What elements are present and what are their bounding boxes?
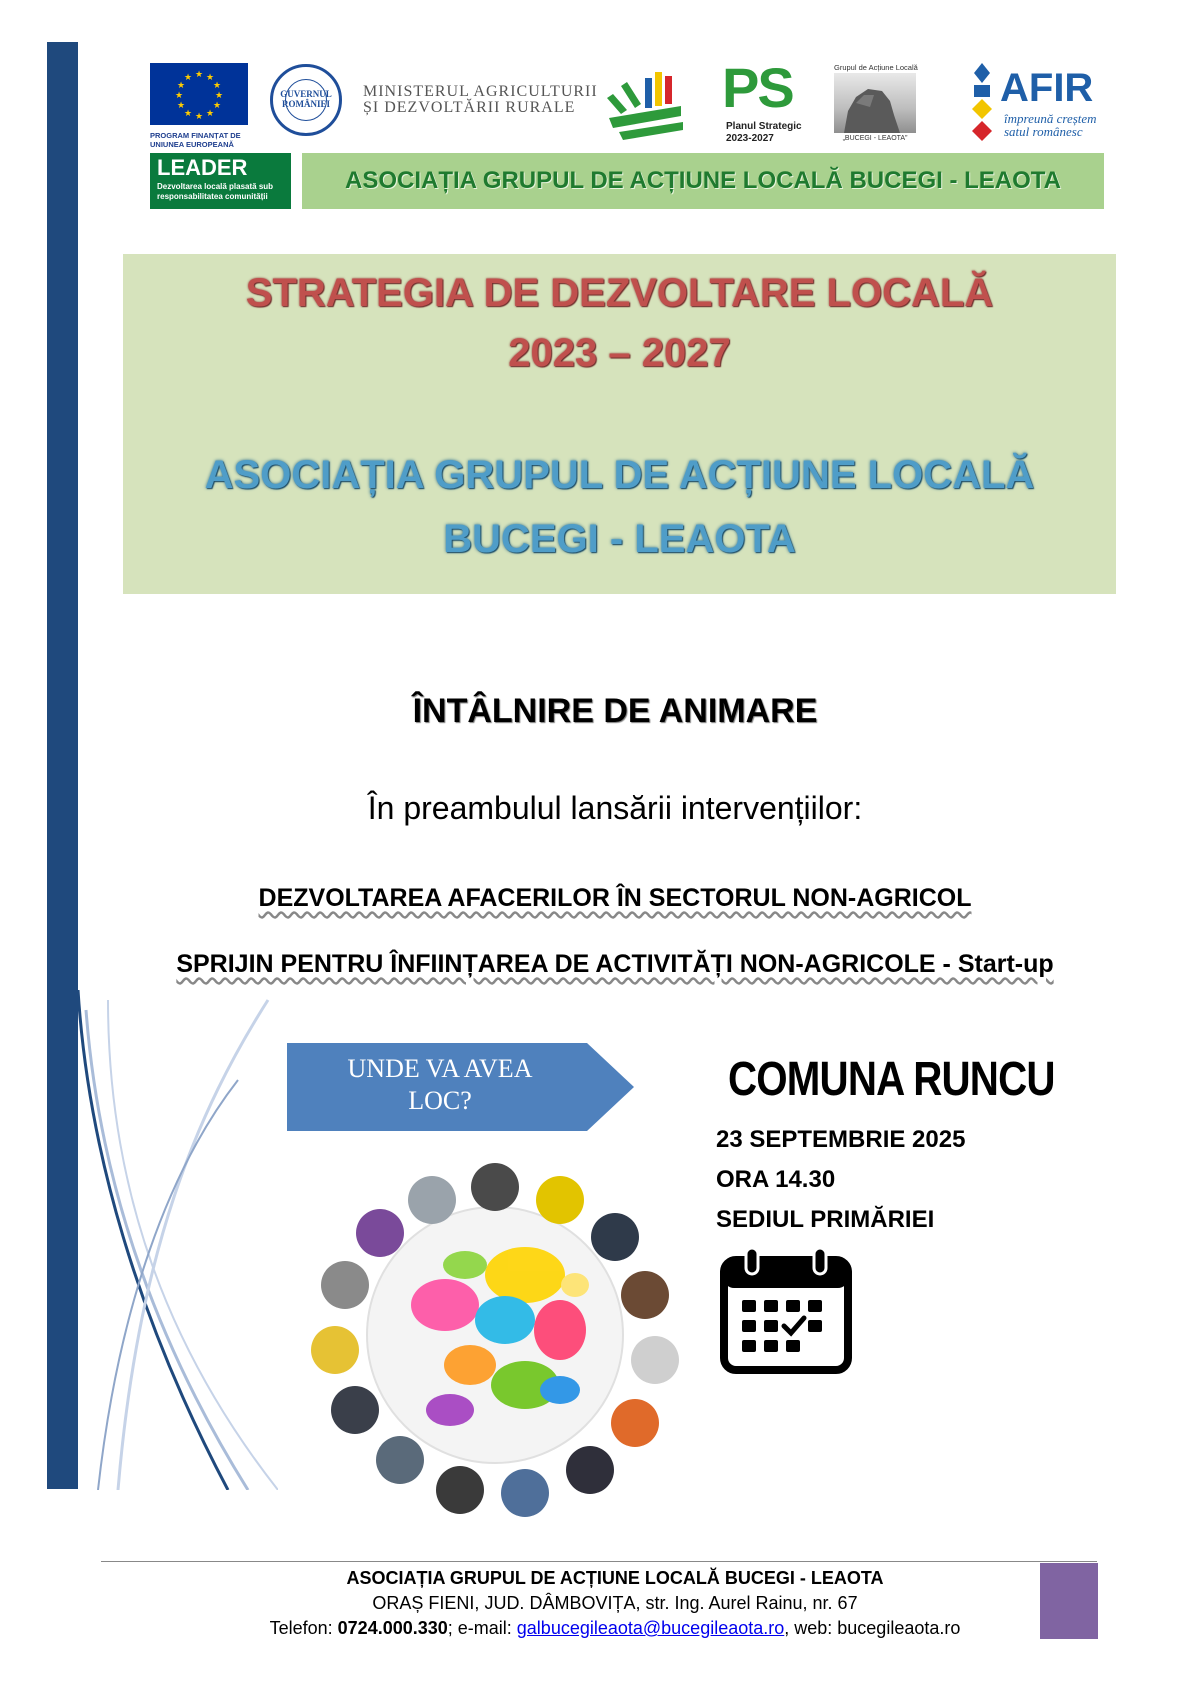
ps-logo-icon bbox=[605, 66, 687, 144]
leader-subtitle: Dezvoltarea locală plasată sub responsabilitatea comunității bbox=[157, 182, 274, 201]
footer-address: ORAȘ FIENI, JUD. DÂMBOVIȚA, str. Ing. Aurel Rainu, nr. 67 bbox=[372, 1593, 858, 1613]
where-arrow-line1: UNDE VA AVEA bbox=[347, 1054, 533, 1083]
strategy-title-line1: STRATEGIA DE DEZVOLTARE LOCALĂ bbox=[245, 271, 994, 315]
svg-text:★: ★ bbox=[183, 73, 193, 83]
eu-caption: PROGRAM FINANȚAT DE UNIUNEA EUROPEANĂ bbox=[150, 131, 241, 149]
svg-text:★: ★ bbox=[214, 91, 224, 101]
gov-seal-text: GUVERNUL ROMÂNIEI bbox=[280, 89, 332, 109]
preamble-text: În preambulul lansării intervențiilor: bbox=[367, 790, 863, 826]
svg-text:★: ★ bbox=[176, 101, 186, 111]
svg-text:★: ★ bbox=[212, 101, 222, 111]
calendar-icon bbox=[720, 1246, 852, 1374]
footer-org: ASOCIAȚIA GRUPUL DE ACȚIUNE LOCALĂ BUCEGI - LEAOTA bbox=[346, 1568, 884, 1588]
intervention-1: DEZVOLTAREA AFACERILOR ÎN SECTORUL NON-AGRICOL bbox=[258, 884, 972, 912]
svg-text:★: ★ bbox=[174, 91, 184, 101]
ps-caption bbox=[726, 121, 802, 145]
eu-flag-icon bbox=[150, 63, 248, 125]
meeting-title: ÎNTÂLNIRE DE ANIMARE bbox=[412, 692, 818, 730]
svg-text:★: ★ bbox=[205, 109, 215, 119]
footer-email-label: ; e-mail: bbox=[447, 1618, 517, 1638]
gal-photo-caption: „BUCEGI - LEAOTA” bbox=[842, 135, 908, 142]
where-arrow-line2: LOC? bbox=[408, 1086, 472, 1115]
footer-phone: 0724.000.330 bbox=[337, 1618, 448, 1638]
svg-text:★: ★ bbox=[212, 81, 222, 91]
svg-text:★: ★ bbox=[176, 81, 186, 91]
gov-seal-icon bbox=[270, 64, 342, 136]
decorative-swirl bbox=[78, 990, 278, 1490]
afir-word: AFIR bbox=[1000, 66, 1094, 110]
ministry-line2: ȘI DEZVOLTĂRII RURALE bbox=[363, 99, 576, 116]
footer-phone-label: Telefon: bbox=[269, 1618, 338, 1638]
location-comuna: COMUNA RUNCU bbox=[728, 1053, 1055, 1106]
svg-text:★: ★ bbox=[194, 112, 204, 122]
afir-logo-icon bbox=[970, 63, 994, 141]
ministry-line1: MINISTERUL AGRICULTURII bbox=[363, 83, 598, 100]
afir-tagline bbox=[1004, 112, 1097, 138]
ministry-name bbox=[363, 84, 598, 116]
footer-web: , web: bucegileaota.ro bbox=[784, 1618, 961, 1638]
left-decorative-bar bbox=[47, 42, 78, 1489]
strategy-title-line2: 2023 – 2027 bbox=[508, 331, 731, 375]
strategy-title-box bbox=[123, 254, 1116, 594]
association-title-line2: BUCEGI - LEAOTA bbox=[443, 517, 796, 561]
event-time: ORA 14.30 bbox=[716, 1166, 836, 1193]
association-title-line1: ASOCIAȚIA GRUPUL DE ACȚIUNE LOCALĂ bbox=[204, 453, 1035, 497]
ps-letters: PS bbox=[722, 56, 793, 119]
where-arrow-text bbox=[300, 1053, 580, 1117]
footer-contact bbox=[0, 1618, 1190, 1639]
footer-divider bbox=[101, 1561, 1097, 1562]
svg-text:★: ★ bbox=[183, 109, 193, 119]
afir-tagline-line2: satul românesc bbox=[1004, 124, 1083, 139]
event-date: 23 SEPTEMBRIE 2025 bbox=[716, 1126, 966, 1153]
ps-caption-line2: 2023-2027 bbox=[726, 133, 774, 144]
intervention-2: SPRIJIN PENTRU ÎNFIINȚAREA DE ACTIVITĂȚI NON-AGRICOLE - Start-up bbox=[176, 950, 1054, 978]
people-circle-icon bbox=[310, 1155, 680, 1520]
svg-text:★: ★ bbox=[194, 70, 204, 80]
footer-email-link[interactable]: galbucegileaota@bucegileaota.ro bbox=[516, 1618, 785, 1638]
svg-text:★: ★ bbox=[205, 73, 215, 83]
gal-small-title: Grupul de Acțiune Locală bbox=[834, 63, 918, 72]
gal-banner: ASOCIAȚIA GRUPUL DE ACȚIUNE LOCALĂ BUCEGI - LEAOTA bbox=[302, 153, 1104, 209]
afir-tagline-line1: împreună creștem bbox=[1004, 111, 1097, 126]
leader-logo bbox=[150, 153, 291, 209]
gal-rock-icon bbox=[834, 73, 916, 133]
ps-caption-line1: Planul Strategic bbox=[726, 121, 802, 132]
leader-title: LEADER bbox=[157, 155, 248, 180]
event-venue: SEDIUL PRIMĂRIEI bbox=[716, 1206, 935, 1233]
